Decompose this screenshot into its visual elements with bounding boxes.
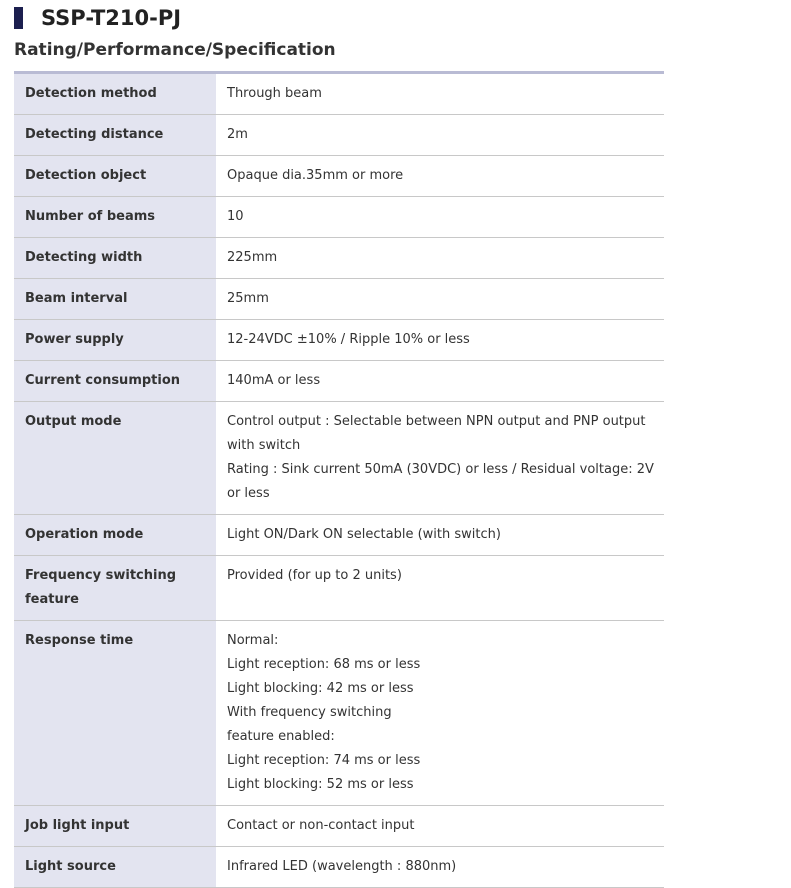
spec-value bbox=[216, 361, 664, 402]
spec-label: Detecting width bbox=[14, 238, 216, 279]
spec-row bbox=[14, 402, 664, 515]
spec-value-line: Contact or non-contact input bbox=[227, 818, 415, 833]
spec-value-line: Light reception: 74 ms or less bbox=[227, 753, 421, 768]
spec-value-line: 225mm bbox=[227, 250, 278, 265]
spec-label: Frequency switching feature bbox=[14, 556, 216, 621]
spec-value bbox=[216, 197, 664, 238]
spec-label: Detection object bbox=[14, 156, 216, 197]
spec-value-line: Light blocking: 42 ms or less bbox=[227, 681, 414, 696]
title-marker bbox=[14, 7, 23, 29]
spec-label: Beam interval bbox=[14, 279, 216, 320]
spec-row bbox=[14, 556, 664, 621]
spec-row bbox=[14, 515, 664, 556]
spec-row bbox=[14, 361, 664, 402]
section-title: Rating/Performance/Specification bbox=[14, 40, 336, 60]
spec-value bbox=[216, 847, 664, 888]
spec-value bbox=[216, 320, 664, 361]
spec-value-line: 2m bbox=[227, 127, 248, 142]
spec-value-line: Light ON/Dark ON selectable (with switch) bbox=[227, 527, 501, 542]
spec-value-line: Light reception: 68 ms or less bbox=[227, 657, 421, 672]
spec-value bbox=[216, 402, 664, 515]
spec-value-line: 140mA or less bbox=[227, 373, 321, 388]
product-title-bar bbox=[14, 5, 181, 31]
spec-row bbox=[14, 621, 664, 806]
spec-label: Detection method bbox=[14, 74, 216, 115]
spec-value bbox=[216, 621, 664, 806]
spec-label: Response time bbox=[14, 621, 216, 806]
spec-label: Light source bbox=[14, 847, 216, 888]
spec-value bbox=[216, 238, 664, 279]
spec-value-line: Light blocking: 52 ms or less bbox=[227, 777, 414, 792]
spec-label: Detecting distance bbox=[14, 115, 216, 156]
spec-value bbox=[216, 115, 664, 156]
spec-row bbox=[14, 279, 664, 320]
spec-value-line: Provided (for up to 2 units) bbox=[227, 568, 402, 583]
spec-value bbox=[216, 806, 664, 847]
spec-value bbox=[216, 279, 664, 320]
spec-value-line: Normal: bbox=[227, 633, 279, 648]
spec-label: Job light input bbox=[14, 806, 216, 847]
spec-value-line: Through beam bbox=[227, 86, 322, 101]
spec-value-line: Infrared LED (wavelength : 880nm) bbox=[227, 859, 457, 874]
spec-value bbox=[216, 74, 664, 115]
spec-row bbox=[14, 806, 664, 847]
spec-value-line: 25mm bbox=[227, 291, 269, 306]
spec-row bbox=[14, 847, 664, 888]
spec-value-line: Opaque dia.35mm or more bbox=[227, 168, 404, 183]
spec-value-line: With frequency switching bbox=[227, 705, 392, 720]
spec-row bbox=[14, 320, 664, 361]
spec-row bbox=[14, 74, 664, 115]
spec-value-line: Rating : Sink current 50mA (30VDC) or less / Residual voltage: 2V or less bbox=[227, 462, 654, 501]
spec-label: Output mode bbox=[14, 402, 216, 515]
spec-value-line: 10 bbox=[227, 209, 244, 224]
product-title: SSP-T210-PJ bbox=[41, 6, 182, 30]
spec-value bbox=[216, 556, 664, 621]
spec-row bbox=[14, 238, 664, 279]
spec-label: Number of beams bbox=[14, 197, 216, 238]
spec-table bbox=[14, 74, 664, 888]
spec-value-line: 12-24VDC ±10% / Ripple 10% or less bbox=[227, 332, 470, 347]
spec-label: Current consumption bbox=[14, 361, 216, 402]
spec-row bbox=[14, 156, 664, 197]
spec-row bbox=[14, 197, 664, 238]
spec-value bbox=[216, 515, 664, 556]
spec-table-body bbox=[14, 74, 664, 888]
spec-label: Operation mode bbox=[14, 515, 216, 556]
spec-value-line: feature enabled: bbox=[227, 729, 335, 744]
spec-row bbox=[14, 115, 664, 156]
spec-value bbox=[216, 156, 664, 197]
spec-label: Power supply bbox=[14, 320, 216, 361]
spec-value-line: Control output : Selectable between NPN output and PNP output with switch bbox=[227, 414, 646, 453]
